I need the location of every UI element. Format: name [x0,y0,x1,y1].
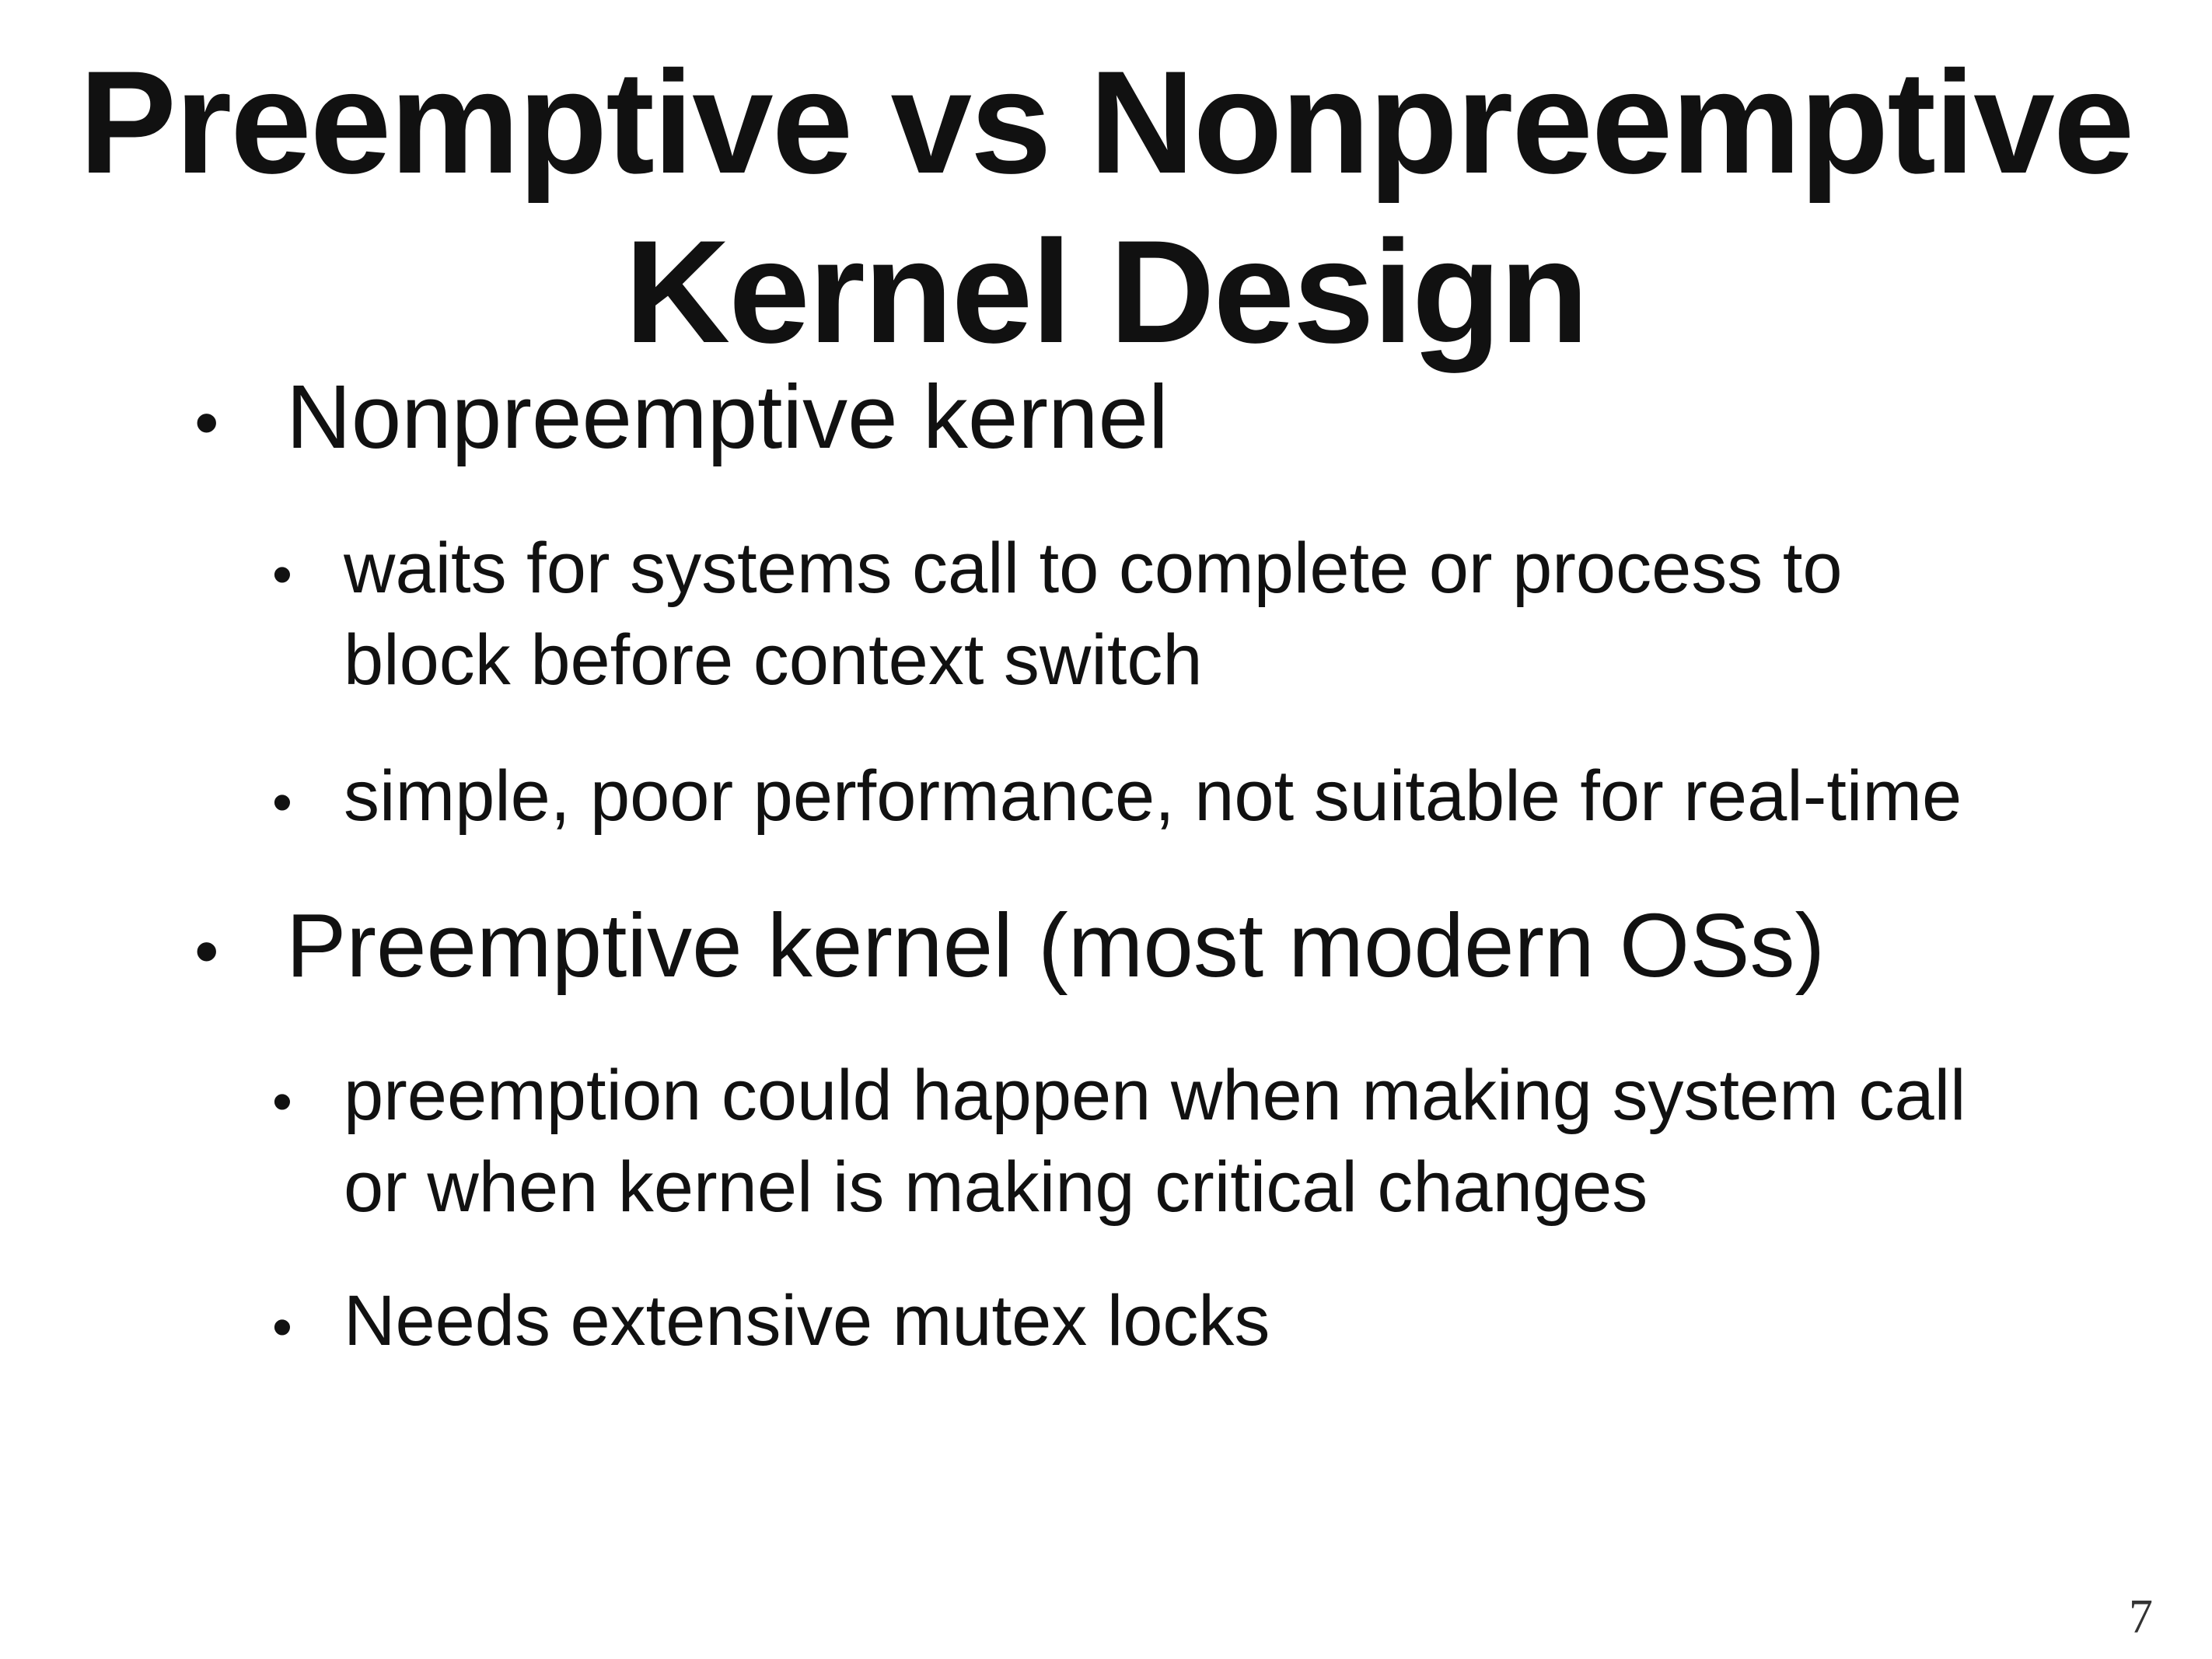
bullet-text: Nonpreemptive kernel [286,366,1169,467]
sub-bullet-line-1: waits for systems call to complete or process to [344,529,1843,608]
bullet-text: Preemptive kernel (most modern OSs) [286,895,1826,996]
bullet-dot: • [194,913,219,990]
sub-bullet-line-2: block before context switch [344,620,1203,700]
bullet-dot: • [272,542,292,606]
sub-bullet-text [344,522,1843,706]
sub-bullet-line-1: Needs extensive mutex locks [344,1281,1270,1360]
sub-bullet-text [344,1050,1966,1233]
slide-title-line-1: Preemptive vs Nonpreemptive [79,40,2133,204]
sub-bullet-line-1: preemption could happen when making system call [344,1056,1966,1135]
bullet-dot: • [272,770,292,834]
sub-bullet-text [344,1275,1270,1367]
sub-bullet-line-1: simple, poor performance, not suitable for real-time [344,756,1962,836]
slide-title-line-2: Kernel Design [624,210,1588,373]
sub-bullet-line-2: or when kernel is making critical changes [344,1147,1648,1227]
bullet-dot: • [272,1069,292,1133]
slide-title [0,37,2212,376]
bullet-dot: • [272,1294,292,1359]
bullet-dot: • [194,384,219,462]
page-number: 7 [2129,1591,2153,1643]
sub-bullet-text [344,750,1962,842]
